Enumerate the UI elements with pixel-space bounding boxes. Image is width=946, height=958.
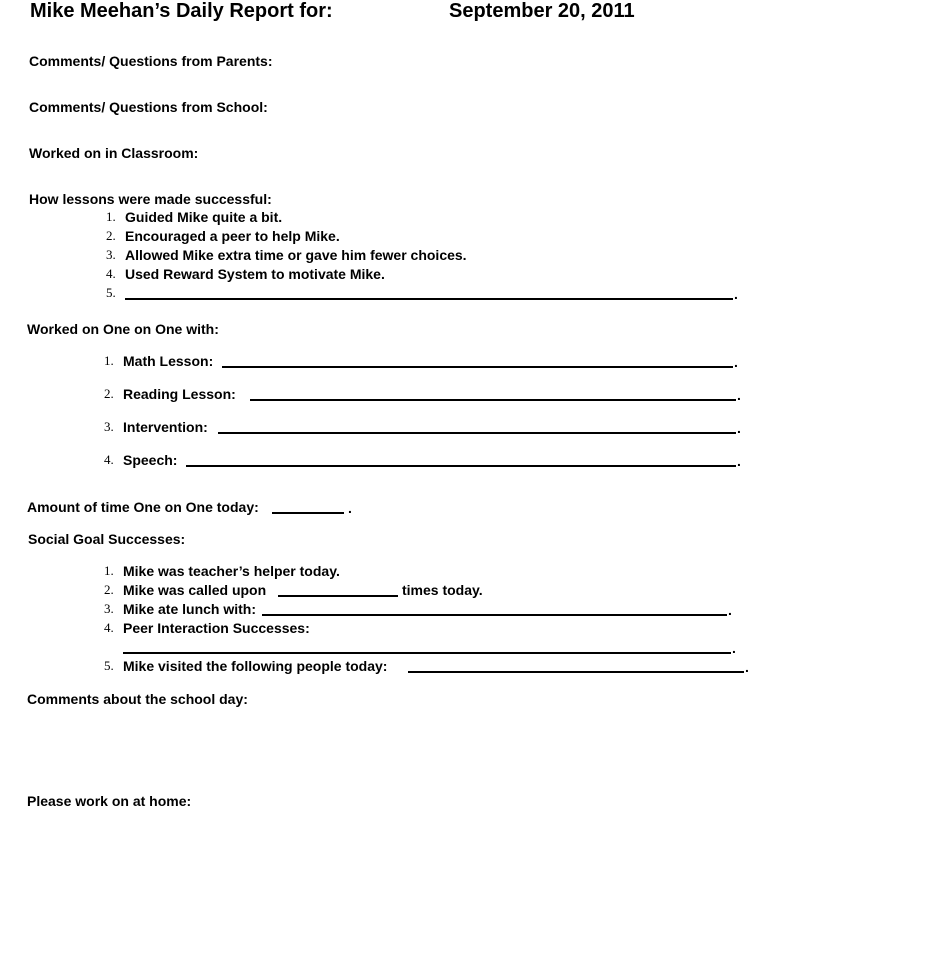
one-on-one-heading: Worked on One on One with:: [27, 321, 219, 337]
reading-lesson-label: Reading Lesson:: [123, 386, 236, 402]
list-number: 2.: [106, 228, 116, 243]
speech-blank[interactable]: [186, 465, 736, 467]
time-blank[interactable]: [272, 512, 344, 514]
peer-interaction-blank[interactable]: [123, 652, 731, 654]
math-lesson-blank[interactable]: [222, 366, 733, 368]
list-number: 4.: [106, 266, 116, 281]
time-label: Amount of time One on One today:: [27, 499, 259, 515]
period: .: [348, 500, 352, 516]
list-item: Mike visited the following people today:: [123, 658, 388, 674]
list-number: 5.: [104, 658, 114, 673]
math-lesson-label: Math Lesson:: [123, 353, 214, 369]
list-number: 1.: [104, 353, 114, 368]
list-item: Mike was teacher’s helper today.: [123, 563, 340, 579]
list-item: Guided Mike quite a bit.: [125, 209, 283, 225]
school-heading: Comments/ Questions from School:: [29, 99, 268, 115]
period: .: [734, 354, 738, 370]
parents-heading: Comments/ Questions from Parents:: [29, 53, 273, 69]
blank-line[interactable]: [125, 298, 733, 300]
reading-lesson-blank[interactable]: [250, 399, 736, 401]
list-item: Peer Interaction Successes:: [123, 620, 310, 636]
home-heading: Please work on at home:: [27, 793, 192, 809]
list-number: 2.: [104, 386, 114, 401]
list-item: Mike was called upon: [123, 582, 267, 598]
period: .: [728, 602, 732, 618]
lessons-heading: How lessons were made successful:: [29, 191, 272, 207]
list-item-suffix: times today.: [402, 582, 483, 598]
period: .: [737, 420, 741, 436]
report-title: Mike Meehan’s Daily Report for:: [30, 0, 333, 22]
classroom-heading: Worked on in Classroom:: [29, 145, 199, 161]
lunch-blank[interactable]: [262, 614, 727, 616]
comments-heading: Comments about the school day:: [27, 691, 248, 707]
report-date: September 20, 2011: [449, 0, 635, 22]
list-number: 4.: [104, 452, 114, 467]
intervention-blank[interactable]: [218, 432, 736, 434]
period: .: [734, 286, 738, 302]
list-number: 4.: [104, 620, 114, 635]
list-item: Used Reward System to motivate Mike.: [125, 266, 385, 282]
called-upon-blank[interactable]: [278, 595, 398, 597]
speech-label: Speech:: [123, 452, 178, 468]
list-number: 1.: [106, 209, 116, 224]
social-heading: Social Goal Successes:: [28, 531, 186, 547]
period: .: [737, 453, 741, 469]
period: .: [732, 640, 736, 656]
list-number: 3.: [104, 419, 114, 434]
list-number: 5.: [106, 285, 116, 300]
visited-blank[interactable]: [408, 671, 744, 673]
list-number: 1.: [104, 563, 114, 578]
list-number: 2.: [104, 582, 114, 597]
list-number: 3.: [106, 247, 116, 262]
list-item: Mike ate lunch with:: [123, 601, 257, 617]
list-item: Allowed Mike extra time or gave him fewer choices.: [125, 247, 467, 263]
list-item: Encouraged a peer to help Mike.: [125, 228, 340, 244]
period: .: [737, 387, 741, 403]
intervention-label: Intervention:: [123, 419, 208, 435]
list-number: 3.: [104, 601, 114, 616]
period: .: [745, 659, 749, 675]
